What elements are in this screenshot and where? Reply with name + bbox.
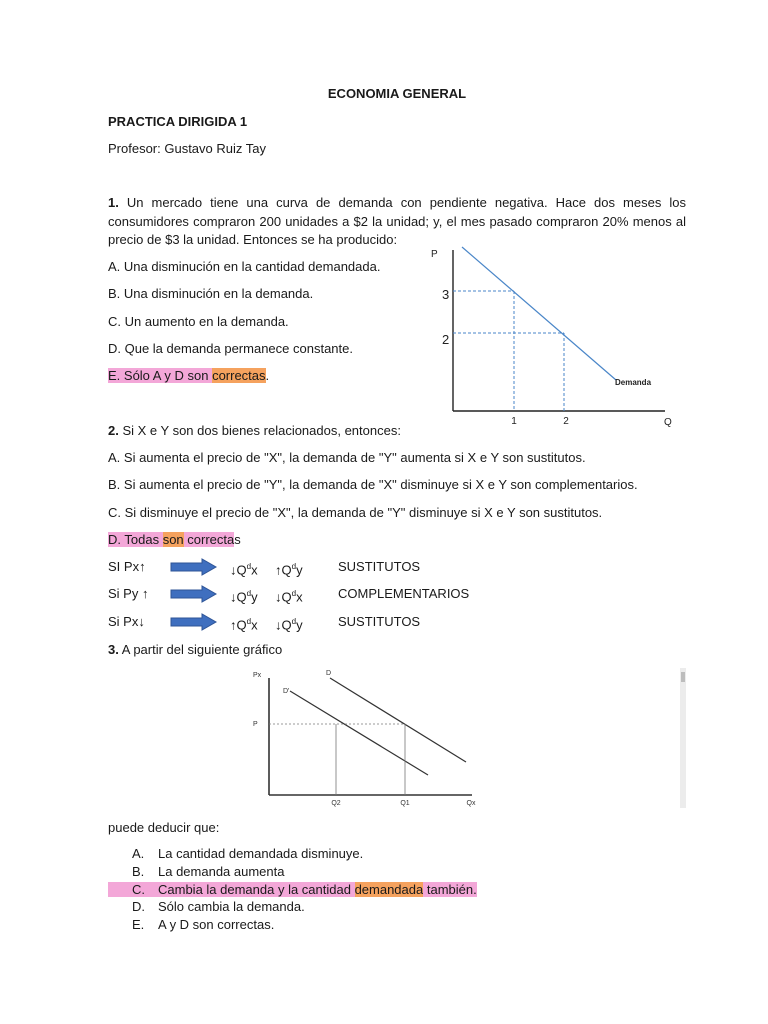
rule-2-type: COMPLEMENTARIOS bbox=[338, 586, 470, 601]
graph1-curve-label: Demanda bbox=[615, 378, 652, 387]
question-1-body: Un mercado tiene una curva de demanda con pendiente negativa. Hace dos meses los consumidores compraron 200 unidades a $2 la unidad; y, el mes pasado compraron 20% menos al precio de $3 la unidad. Entonces se ha producido: bbox=[108, 195, 686, 247]
q3-answer-highlight: demandada bbox=[354, 881, 424, 897]
rule-3-cause: Si Px↓ bbox=[108, 614, 145, 629]
question-2-text bbox=[108, 423, 401, 439]
q2-answer-highlight: son bbox=[162, 532, 184, 547]
question-2-number: 2. bbox=[108, 423, 119, 438]
q2-answer-part1: D. Todas bbox=[108, 532, 163, 547]
q1-answer-part1: E. Sólo A y D son bbox=[108, 368, 213, 383]
q3-answer-c: C. Cambia la demanda y la cantidad demandada también. bbox=[108, 881, 477, 899]
graph2-d-label: D bbox=[326, 670, 332, 677]
rule-1-effect-1: $↓Q^dx$ bbox=[230, 562, 258, 578]
graph1-demand-curve bbox=[462, 247, 616, 380]
rule-3-type: SUSTITUTOS bbox=[338, 614, 421, 629]
question-2-body: Si X e Y son dos bienes relacionados, entonces: bbox=[122, 423, 401, 438]
q3-option-e: E. A y D son correctas. bbox=[132, 917, 275, 933]
graph2-price-label: P bbox=[253, 721, 258, 728]
rule-2-cause: Si Py ↑ bbox=[108, 586, 149, 601]
question-1-number: 1. bbox=[108, 195, 119, 210]
graph2-curve-d-prime bbox=[290, 691, 428, 775]
graph2-curve-d bbox=[330, 678, 466, 762]
question-3-number: 3. bbox=[108, 642, 119, 657]
graph2-y-label: Px bbox=[253, 672, 262, 679]
graph1-x-label: Q bbox=[664, 417, 672, 428]
rule-2-effect-1: $↓Q^dy$ bbox=[230, 589, 258, 605]
right-arrow-icon bbox=[170, 585, 218, 603]
q2-answer-d bbox=[108, 532, 241, 548]
graph2-q1-label: Q1 bbox=[400, 800, 410, 807]
q1-option-d: D. Que la demanda permanece constante. bbox=[108, 341, 353, 356]
graph2-q2-label: Q2 bbox=[331, 800, 341, 807]
question-3-text bbox=[108, 642, 282, 658]
professor-line: Profesor: Gustavo Ruiz Tay bbox=[108, 141, 266, 156]
q2-option-a: A. Si aumenta el precio de "X", la demanda de "Y" aumenta si X e Y son sustitutos. bbox=[108, 450, 586, 465]
demand-graph-2 bbox=[240, 664, 490, 809]
graph2-d-prime-label: D' bbox=[283, 688, 290, 695]
q1-option-a: A. Una disminución en la cantidad demandada. bbox=[108, 259, 381, 274]
rule-3-effect-2: $↓Q^dy$ bbox=[275, 617, 303, 633]
question-3-body: A partir del siguiente gráfico bbox=[121, 642, 283, 657]
q1-option-c: C. Un aumento en la demanda. bbox=[108, 314, 289, 329]
graph1-x-tick-2: 2 bbox=[563, 416, 569, 427]
q2-answer-part4: s bbox=[234, 532, 241, 547]
q1-answer-part3: . bbox=[265, 368, 270, 383]
graph1-x-tick-1: 1 bbox=[511, 416, 517, 427]
right-arrow-icon bbox=[170, 558, 218, 576]
q2-option-b: B. Si aumenta el precio de "Y", la demanda de "X" disminuye si X e Y son complementarios. bbox=[108, 477, 638, 492]
scrollbar[interactable] bbox=[680, 668, 686, 808]
rule-1-effect-2: $↑Q^dy$ bbox=[275, 562, 303, 578]
q3-option-a: A. La cantidad demandada disminuye. bbox=[132, 846, 364, 861]
document-title: ECONOMIA GENERAL bbox=[327, 86, 467, 101]
rule-2-effect-2: $↓Q^dx$ bbox=[275, 589, 303, 605]
q3-option-d: D. Sólo cambia la demanda. bbox=[132, 899, 305, 915]
rule-1-type: SUSTITUTOS bbox=[338, 559, 421, 574]
q3-option-b: B. La demanda aumenta bbox=[132, 863, 285, 879]
graph1-y-label: P bbox=[431, 249, 438, 260]
q1-option-b: B. Una disminución en la demanda. bbox=[108, 286, 314, 301]
q2-answer-part3: correcta bbox=[183, 532, 235, 547]
document-subtitle: PRACTICA DIRIGIDA 1 bbox=[108, 114, 248, 129]
q1-answer-highlight: correctas bbox=[212, 368, 266, 383]
q2-option-c: C. Si disminuye el precio de "X", la demanda de "Y" disminuye si X e Y son sustitutos. bbox=[108, 505, 603, 520]
graph2-x-label: Qx bbox=[466, 800, 476, 807]
question-3-deduce: puede deducir que: bbox=[108, 820, 220, 835]
rule-3-effect-1: $↑Q^dx$ bbox=[230, 617, 258, 633]
q1-answer-e bbox=[108, 368, 269, 384]
graph1-y-tick-3: 3 bbox=[442, 287, 450, 302]
demand-graph-1 bbox=[420, 240, 690, 435]
q3-options-list bbox=[108, 845, 477, 934]
graph1-y-tick-2: 2 bbox=[442, 332, 450, 347]
rule-1-cause: SI Px↑ bbox=[108, 559, 146, 574]
right-arrow-icon bbox=[170, 613, 218, 631]
